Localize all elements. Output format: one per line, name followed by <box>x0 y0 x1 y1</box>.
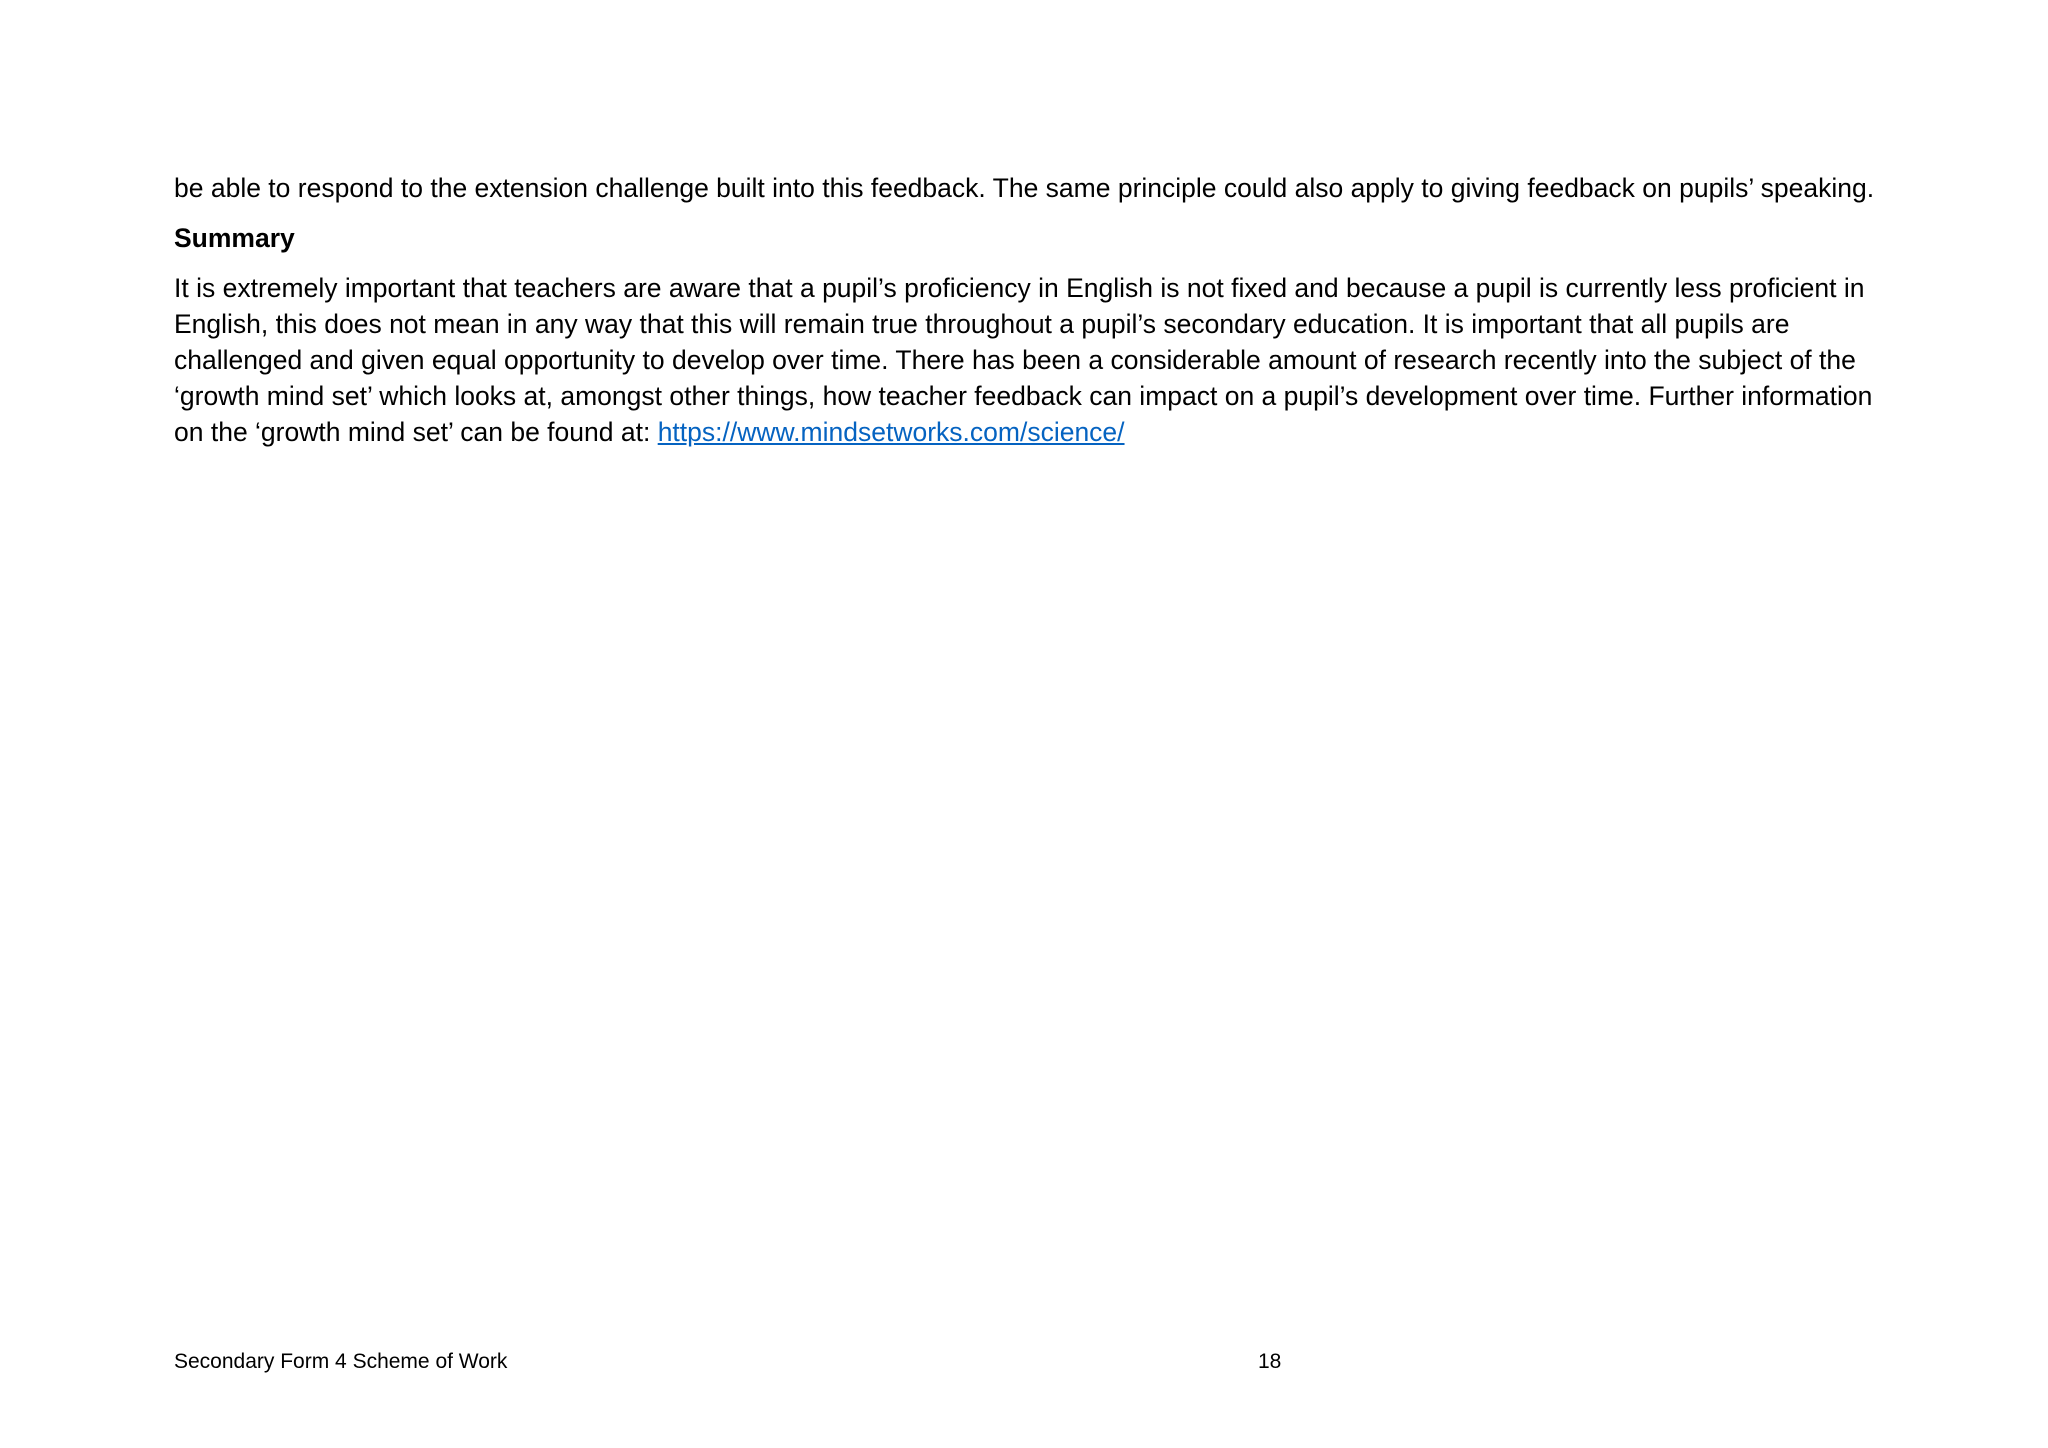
summary-paragraph-text: It is extremely important that teachers are aware that a pupil’s proficiency in English is not fixed and because a pupil is currently less proficient in English, this does not mean in any way that this will remain true throughout a pupil’s secondary education. It is important that all pupils are challenged and given equal opportunity to develop over time. There has been a considerable amount of research recently into the subject of the ‘growth mind set’ which looks at, amongst other things, how teacher feedback can impact on a pupil’s development over time. Further information on the ‘growth mind set’ can be found at: <box>174 273 1873 447</box>
mindsetworks-link[interactable]: https://www.mindsetworks.com/science/ <box>657 417 1125 447</box>
footer-document-title: Secondary Form 4 Scheme of Work <box>174 1350 508 1373</box>
page-footer <box>174 1348 1894 1378</box>
page-content <box>174 170 1894 450</box>
footer-page-number: 18 <box>1258 1350 1282 1373</box>
continued-paragraph: be able to respond to the extension challenge built into this feedback. The same principle could also apply to giving feedback on pupils’ speaking. <box>174 173 1875 203</box>
summary-heading: Summary <box>174 223 295 253</box>
summary-paragraph <box>174 270 1894 450</box>
